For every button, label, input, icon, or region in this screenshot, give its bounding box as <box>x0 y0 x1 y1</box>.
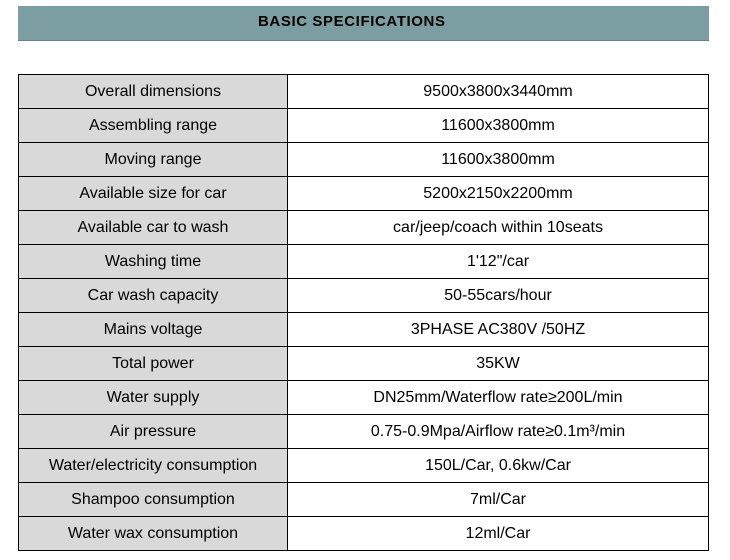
table-row <box>19 211 709 245</box>
spec-value-water-wax-consumption: 12ml/Car <box>288 517 709 551</box>
spec-value-moving-range: 11600x3800mm <box>288 143 709 177</box>
table-row <box>19 347 709 381</box>
spec-value-available-size-for-car: 5200x2150x2200mm <box>288 177 709 211</box>
spec-value-total-power: 35KW <box>288 347 709 381</box>
spec-value-shampoo-consumption: 7ml/Car <box>288 483 709 517</box>
spec-value-overall-dimensions: 9500x3800x3440mm <box>288 75 709 109</box>
spec-label-available-car-to-wash: Available car to wash <box>19 211 288 245</box>
spec-label-water-electricity-consumption: Water/electricity consumption <box>19 449 288 483</box>
spec-label-washing-time: Washing time <box>19 245 288 279</box>
spec-label-water-supply: Water supply <box>19 381 288 415</box>
table-row <box>19 279 709 313</box>
spec-value-air-pressure: 0.75-0.9Mpa/Airflow rate≥0.1m³/min <box>288 415 709 449</box>
spec-value-mains-voltage: 3PHASE AC380V /50HZ <box>288 313 709 347</box>
specifications-table <box>18 74 709 551</box>
section-header-bar <box>18 6 709 41</box>
table-row <box>19 143 709 177</box>
spec-value-water-electricity-consumption: 150L/Car, 0.6kw/Car <box>288 449 709 483</box>
spec-label-moving-range: Moving range <box>19 143 288 177</box>
spec-label-water-wax-consumption: Water wax consumption <box>19 517 288 551</box>
spec-value-water-supply: DN25mm/Waterflow rate≥200L/min <box>288 381 709 415</box>
spec-label-available-size-for-car: Available size for car <box>19 177 288 211</box>
spec-value-washing-time: 1'12"/car <box>288 245 709 279</box>
spec-label-mains-voltage: Mains voltage <box>19 313 288 347</box>
spec-value-car-wash-capacity: 50-55cars/hour <box>288 279 709 313</box>
table-row <box>19 109 709 143</box>
table-row <box>19 381 709 415</box>
spec-label-car-wash-capacity: Car wash capacity <box>19 279 288 313</box>
table-row <box>19 483 709 517</box>
section-title: BASIC SPECIFICATIONS <box>258 13 446 30</box>
spec-value-available-car-to-wash: car/jeep/coach within 10seats <box>288 211 709 245</box>
table-row <box>19 517 709 551</box>
table-row <box>19 75 709 109</box>
spec-label-overall-dimensions: Overall dimensions <box>19 75 288 109</box>
table-row <box>19 415 709 449</box>
table-row <box>19 245 709 279</box>
table-row <box>19 449 709 483</box>
table-row <box>19 313 709 347</box>
spec-label-total-power: Total power <box>19 347 288 381</box>
spec-label-air-pressure: Air pressure <box>19 415 288 449</box>
spec-value-assembling-range: 11600x3800mm <box>288 109 709 143</box>
spec-label-shampoo-consumption: Shampoo consumption <box>19 483 288 517</box>
table-row <box>19 177 709 211</box>
spec-label-assembling-range: Assembling range <box>19 109 288 143</box>
